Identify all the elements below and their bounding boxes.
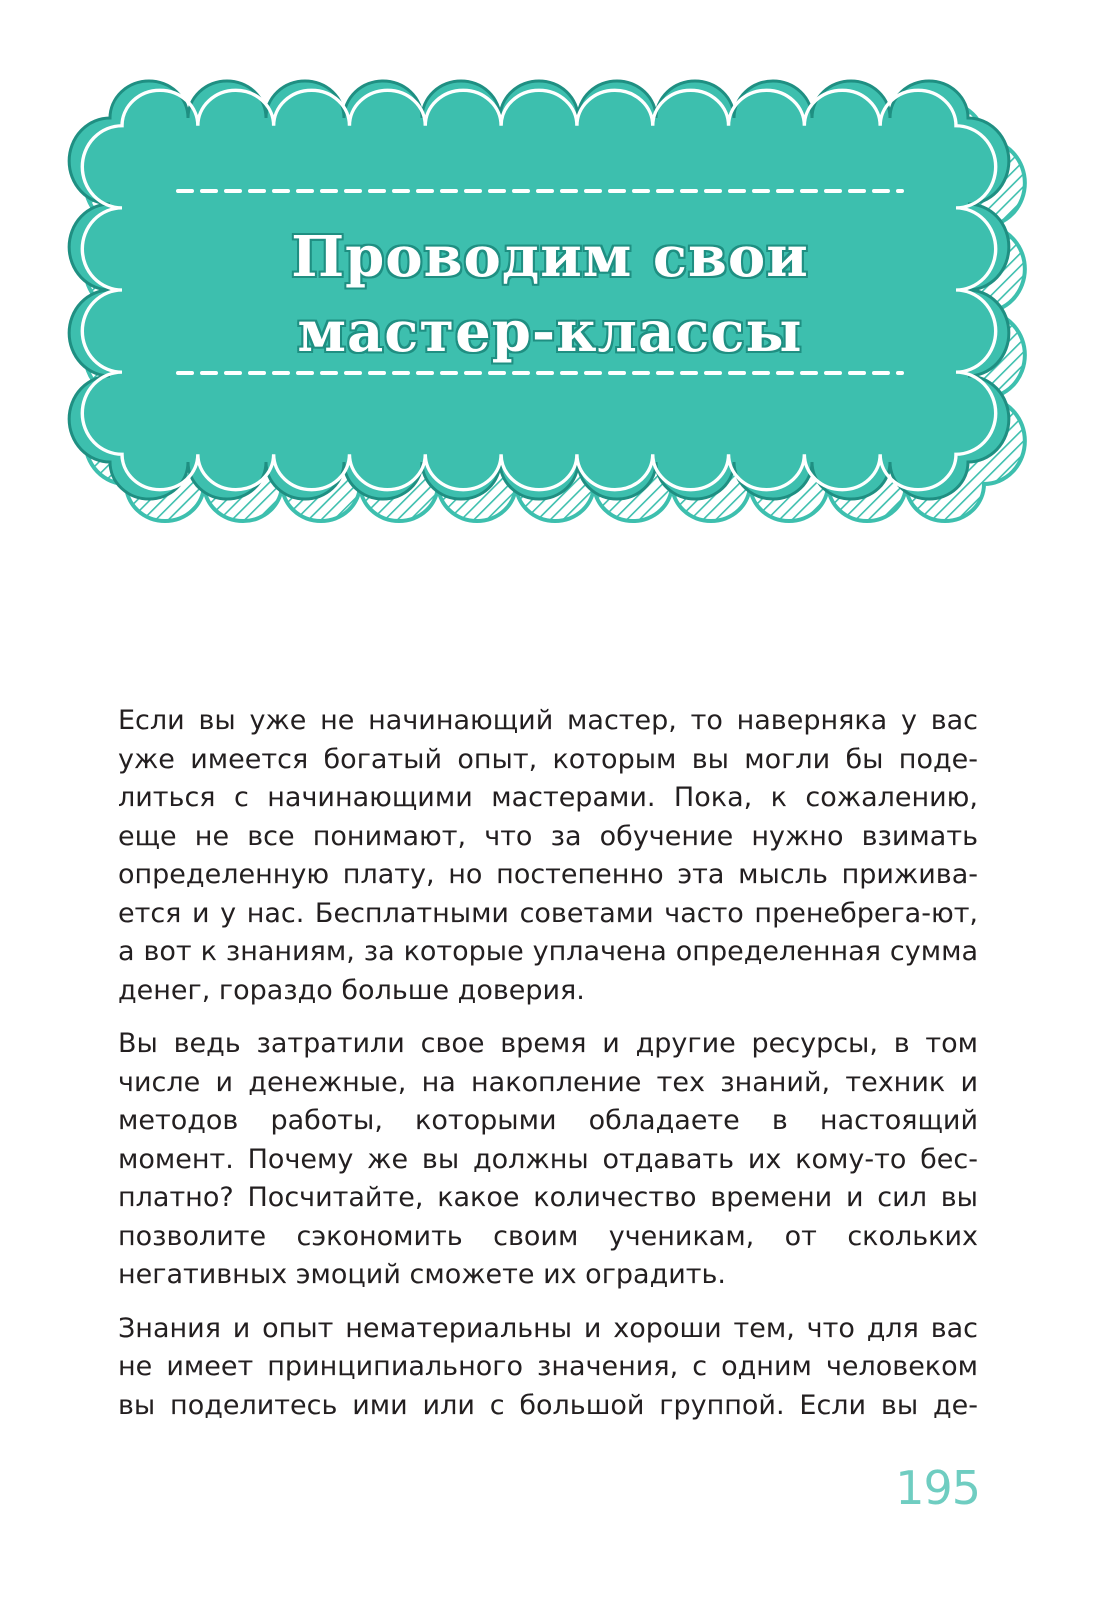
paragraph-2: Вы ведь затратили свое время и другие ресурсы, в том числе и денежные, на накопление тех знаний, техник и методов работы, которыми обладаете в настоящий момент. Почему же вы должны отдавать их кому-то бес-платно? Посчитайте, какое количество времени и сил вы позволите сэкономить своим ученикам, от скольких негативных эмоций сможете их оградить. — [118, 1028, 978, 1290]
chapter-title-line-1: Проводим свои — [291, 224, 809, 290]
page-number: 195 — [895, 1461, 980, 1515]
body-text — [118, 702, 978, 1440]
chapter-title-line-2: мастер-классы — [297, 299, 803, 365]
chapter-title — [180, 220, 920, 370]
paragraph-3: Знания и опыт нематериальны и хороши тем, что для вас не имеет принципиального значения, с одним человеком вы поделитесь ими или с большой группой. Если вы де- — [118, 1312, 978, 1421]
paragraph-1: Если вы уже не начинающий мастер, то наверняка у вас уже имеется богатый опыт, которым вы могли бы поде-литься с начинающими мастерами. Пока, к сожалению, еще не все понимают, что за обучение нужно взимать определенную плату, но постепенно эта мысль приживa-ется и у нас. Бесплатными советами часто пренебрега-ют, а вот к знаниям, за которые уплачена определенная сумма денег, гораздо больше доверия. — [118, 705, 978, 1006]
